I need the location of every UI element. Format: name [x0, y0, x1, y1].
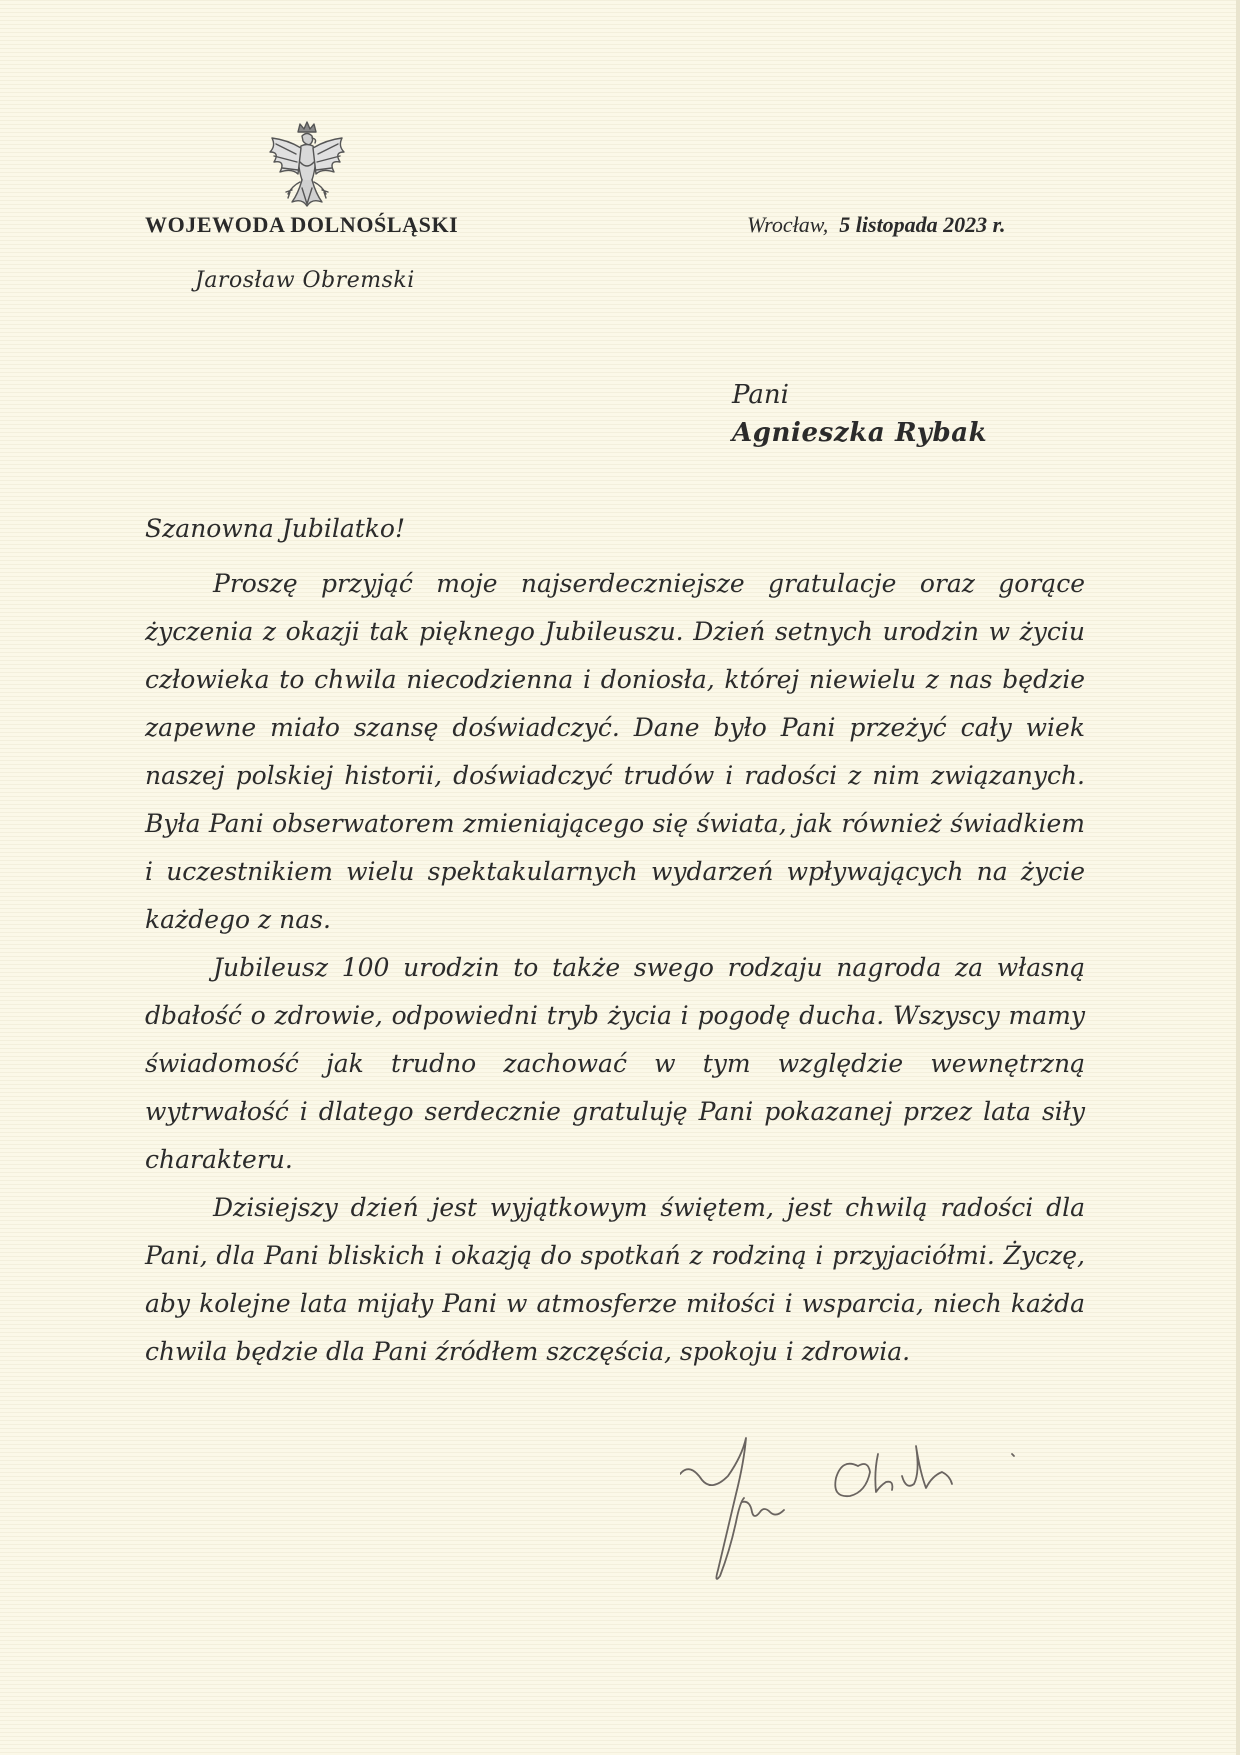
body-paragraph-2: Jubileusz 100 urodzin to także swego rodzaju nagroda za własną dbałość o zdrowie, odpowiedni tryb życia i pogodę ducha. Wszyscy mamy świadomość jak trudno zachować w tym względzie wewnętrzną wytrwałość i dlatego serdecznie gratuluję Pani pokazanej przez lata siły charakteru.	[145, 953, 1085, 1174]
date-value: 5 listopada 2023 r.	[839, 212, 1006, 237]
polish-eagle-emblem-icon	[262, 118, 352, 218]
body-paragraph-3: Dzisiejszy dzień jest wyjątkowym świętem, jest chwilą radości dla Pani, dla Pani bliskich i okazją do spotkań z rodziną i przyjaciółmi. Życzę, aby kolejne lata mijały Pani w atmosferze miłości i wsparcia, niech każda chwila będzie dla Pani źródłem szczęścia, spokoju i zdrowia.	[145, 1193, 1085, 1366]
handwritten-signature	[680, 1432, 1040, 1592]
letter-body	[145, 560, 1085, 1376]
date-city: Wrocław,	[747, 212, 829, 237]
recipient-name: Agnieszka Rybak	[732, 418, 988, 448]
office-title: WOJEWODA DOLNOŚLĄSKI	[145, 212, 459, 237]
salutation: Szanowna Jubilatko!	[145, 514, 406, 543]
sender-name: Jarosław Obremski	[195, 268, 415, 293]
body-paragraph-1: Proszę przyjąć moje najserdeczniejsze gratulacje oraz gorące życzenia z okazji tak pięknego Jubileuszu. Dzień setnych urodzin w życiu człowieka to chwila niecodzienna i doniosła, której niewielu z nas będzie zapewne miało szansę doświadczyć. Dane było Pani przeżyć cały wiek naszej polskiej historii, doświadczyć trudów i radości z nim związanych. Była Pani obserwatorem zmieniającego się świata, jak również świadkiem i uczestnikiem wielu spektakularnych wydarzeń wpływających na życie każdego z nas.	[145, 569, 1085, 934]
recipient-title: Pani	[732, 380, 789, 410]
page-edge	[1236, 0, 1240, 1755]
letter-date	[747, 212, 1006, 238]
